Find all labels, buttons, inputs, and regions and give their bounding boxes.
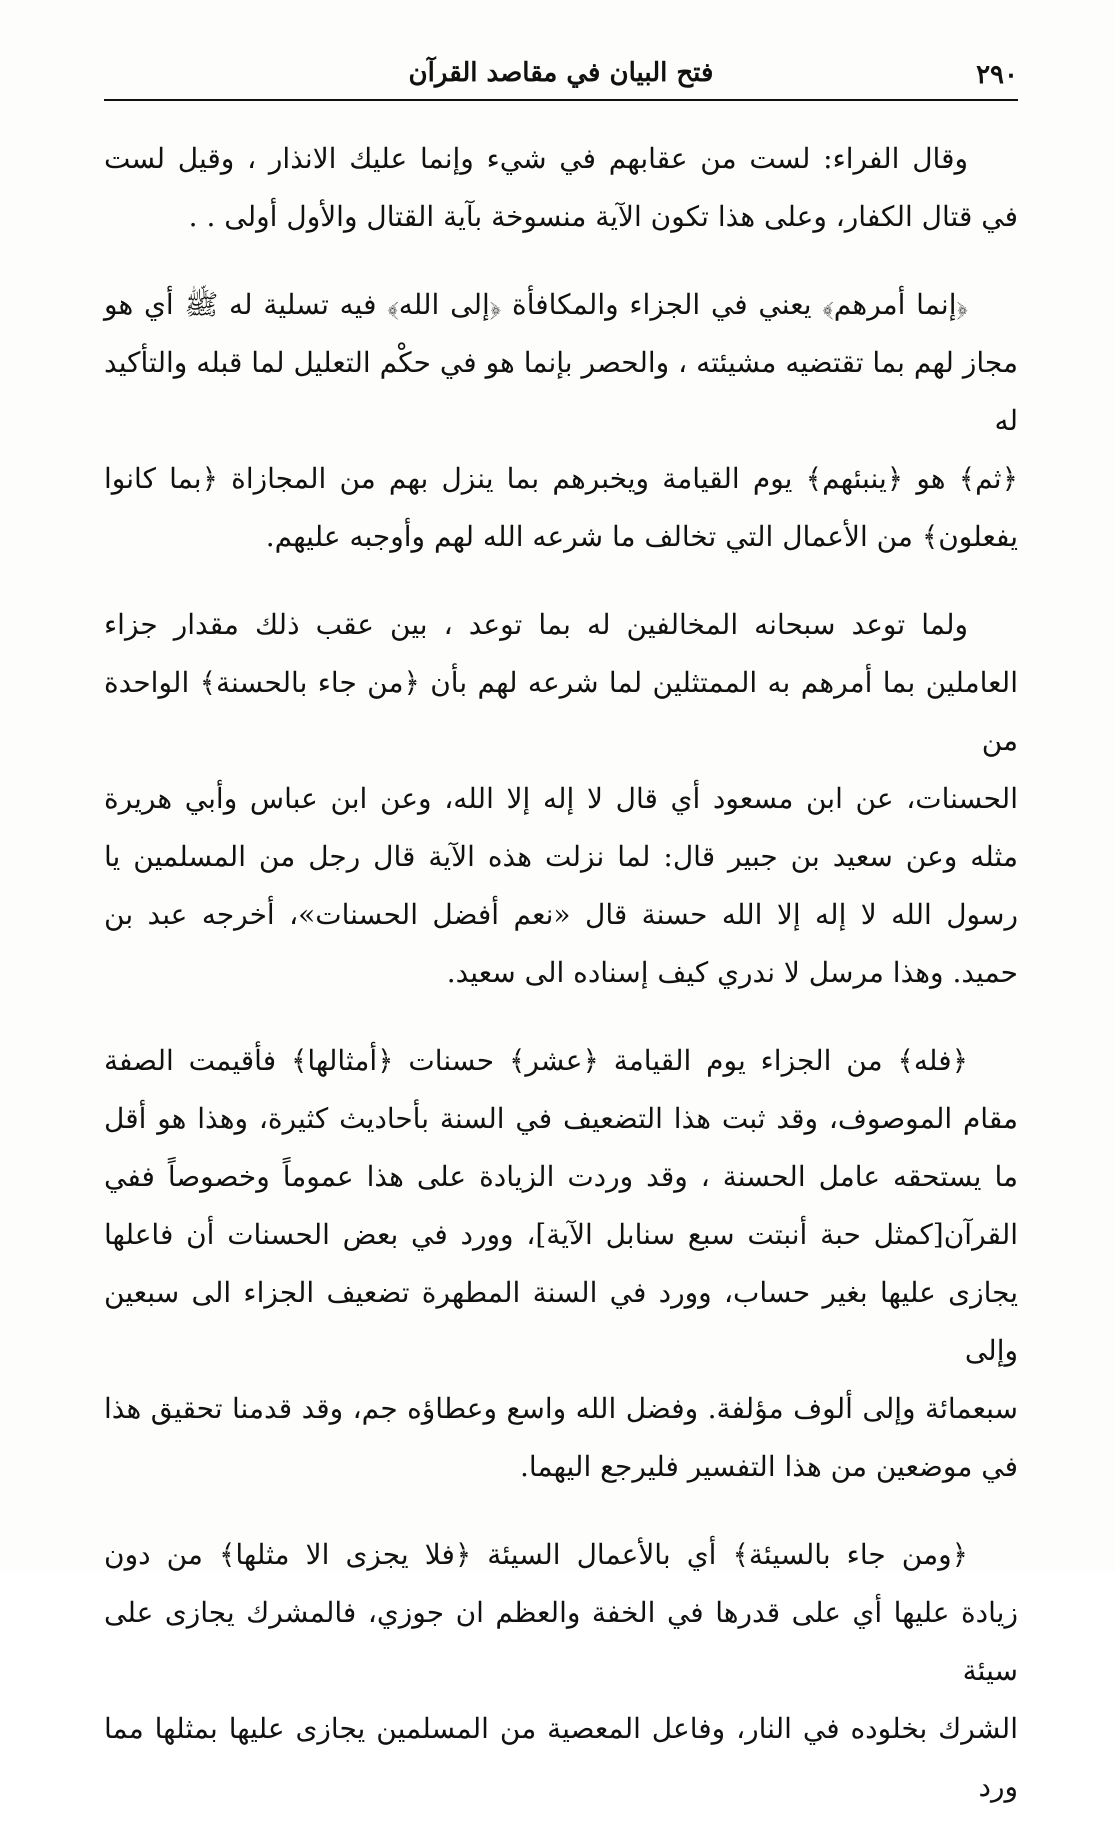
text-line: مقام الموصوف، وقد ثبت هذا التضعيف في السنة بأحاديث كثيرة، وهذا هو أقل <box>104 1102 1018 1135</box>
body-text <box>104 130 1018 1846</box>
text-line: حميد. وهذا مرسل لا ندري كيف إسناده الى سعيد. <box>446 956 1018 989</box>
paragraph <box>104 276 1018 566</box>
paragraph <box>104 130 1018 246</box>
text-line: رسول الله لا إله إلا الله حسنة قال «نعم أفضل الحسنات»، أخرجه عبد بن <box>104 898 1018 931</box>
text-line: ما يستحقه عامل الحسنة ، وقد وردت الزيادة على هذا عموماً وخصوصاً ففي <box>104 1160 1018 1193</box>
text-line: سبعمائة وإلى ألوف مؤلفة. وفضل الله واسع وعطاؤه جم، وقد قدمنا تحقيق هذا <box>104 1392 1018 1425</box>
paragraph <box>104 596 1018 1002</box>
text-line: وقال الفراء: لست من عقابهم في شيء وإنما عليك الانذار ، وقيل لست <box>104 142 968 175</box>
text-line: مجاز لهم بما تقتضيه مشيئته ، والحصر بإنما هو في حكْم التعليل لما قبله والتأكيد له <box>104 346 1018 437</box>
text-line: ﴿ومن جاء بالسيئة﴾ أي بالأعمال السيئة ﴿فلا يجزى الا مثلها﴾ من دون <box>104 1538 968 1571</box>
text-line: في قتال الكفار، وعلى هذا تكون الآية منسوخة بآية القتال والأول أولى . . <box>188 200 1018 233</box>
paragraph <box>104 1526 1018 1816</box>
paragraph <box>104 1032 1018 1496</box>
text-line: ﴿إنما أمرهم﴾ يعني في الجزاء والمكافأة ﴿إلى الله﴾ فيه تسلية له ﷺ أي هو <box>104 288 968 321</box>
text-line: مثله وعن سعيد بن جبير قال: لما نزلت هذه الآية قال رجل من المسلمين يا <box>104 840 1018 873</box>
running-title: فتح البيان في مقاصد القرآن <box>408 58 714 88</box>
text-line: ولما توعد سبحانه المخالفين له بما توعد ، بين عقب ذلك مقدار جزاء <box>104 608 968 641</box>
text-line: زيادة عليها أي على قدرها في الخفة والعظم ان جوزي، فالمشرك يجازى على سيئة <box>104 1596 1018 1687</box>
text-line: يفعلون﴾ من الأعمال التي تخالف ما شرعه الله لهم وأوجبه عليهم. <box>265 520 1018 553</box>
text-line: الشرك بخلوده في النار، وفاعل المعصية من المسلمين يجازى عليها بمثلها مما ورد <box>104 1712 1018 1803</box>
text-line: ﴿ثم﴾ هو ﴿ينبئهم﴾ يوم القيامة ويخبرهم بما ينزل بهم من المجازاة ﴿بما كانوا <box>104 462 1018 495</box>
page-header <box>104 56 1018 98</box>
text-line: في موضعين من هذا التفسير فليرجع اليهما. <box>519 1450 1018 1483</box>
page-number: ٢٩٠ <box>976 60 1018 90</box>
text-line: القرآن[كمثل حبة أنبتت سبع سنابل الآية]، وورد في بعض الحسنات أن فاعلها <box>104 1218 1019 1251</box>
text-line: الحسنات، عن ابن مسعود أي قال لا إله إلا الله، وعن ابن عباس وأبي هريرة <box>104 782 1018 815</box>
header-rule <box>104 99 1018 101</box>
text-line: العاملين بما أمرهم به الممتثلين لما شرعه لهم بأن ﴿من جاء بالحسنة﴾ الواحدة من <box>104 666 1018 757</box>
text-line: ﴿فله﴾ من الجزاء يوم القيامة ﴿عشر﴾ حسنات ﴿أمثالها﴾ فأقيمت الصفة <box>104 1044 968 1077</box>
text-line: يجازى عليها بغير حساب، وورد في السنة المطهرة تضعيف الجزاء الى سبعين وإلى <box>104 1276 1018 1367</box>
